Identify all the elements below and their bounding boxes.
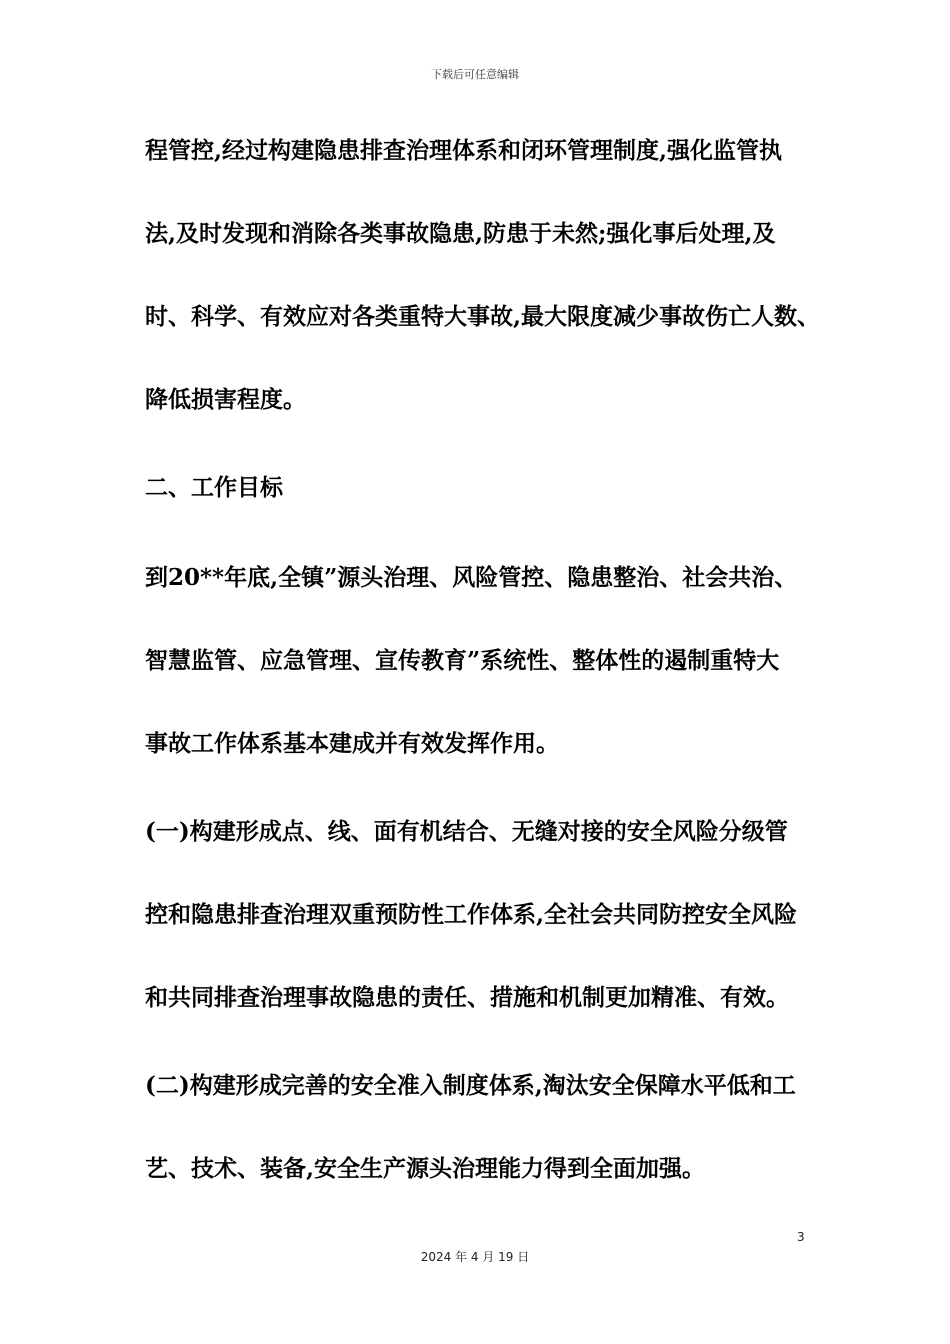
page-number: 3 xyxy=(797,1230,805,1244)
section-heading: 二、工作目标 xyxy=(145,474,283,501)
body-line-9: (一)构建形成点、线、面有机结合、无缝对接的安全风险分级管 xyxy=(145,818,788,845)
body-line-2: 法,及时发现和消除各类事故隐患,防患于未然;强化事后处理,及 xyxy=(145,220,776,247)
body-line-7: 智慧监管、应急管理、宣传教育”系统性、整体性的遏制重特大 xyxy=(145,647,780,674)
body-line-12: (二)构建形成完善的安全准入制度体系,淘汰安全保障水平低和工 xyxy=(145,1072,796,1099)
page-header: 下载后可任意编辑 xyxy=(431,68,519,81)
body-line-6: 到20**年底,全镇”源头治理、风险管控、隐患整治、社会共治、 xyxy=(145,564,798,591)
body-line-13: 艺、技术、装备,安全生产源头治理能力得到全面加强。 xyxy=(145,1155,706,1182)
body-line-3: 时、科学、有效应对各类重特大事故,最大限度减少事故伤亡人数、 xyxy=(145,303,821,330)
footer-date: 2024 年 4 月 19 日 xyxy=(420,1250,530,1264)
body-line-10: 控和隐患排查治理双重预防性工作体系,全社会共同防控安全风险 xyxy=(145,901,798,928)
body-line-8: 事故工作体系基本建成并有效发挥作用。 xyxy=(145,730,559,757)
body-line-11: 和共同排查治理事故隐患的责任、措施和机制更加精准、有效。 xyxy=(145,984,789,1011)
body-line-4: 降低损害程度。 xyxy=(145,386,306,413)
body-line-1: 程管控,经过构建隐患排查治理体系和闭环管理制度,强化监管执 xyxy=(145,137,783,164)
